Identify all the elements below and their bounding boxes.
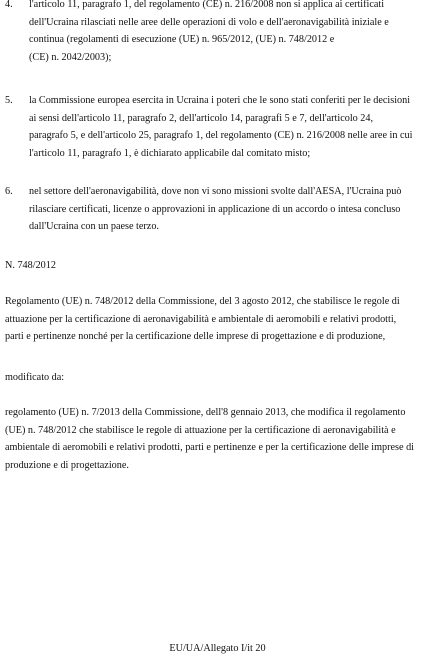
item-line: (CE) n. 2042/2003); [29, 51, 112, 63]
regulation-paragraph [5, 293, 430, 346]
list-item-6 [5, 183, 420, 236]
paragraph-line: attuazione per la certificazione di aeronavigabilità e ambientale di aeromobili e relativi prodotti, [5, 313, 397, 325]
paragraph-line: ambientale di aeromobili e relativi prodotti, parti e pertinenze e per la certificazione delle imprese di [5, 442, 415, 453]
list-item-4 [5, 0, 420, 66]
item-text [29, 0, 420, 66]
heading-text: N. 748/2012 [5, 260, 56, 271]
item-line: nel settore dell'aeronavigabilità, dove non vi sono missioni svolte dall'AESA, l'Ucraina può [29, 186, 402, 197]
list-item-5 [5, 92, 420, 162]
item-line: paragrafo 5, e dell'articolo 25, paragrafo 1, del regolamento (CE) n. 216/2008 nelle aree in cui [29, 130, 413, 141]
page-footer: EU/UA/Allegato I/it 20 [169, 643, 266, 654]
item-line: dell'Ucraina rilasciati nelle aree delle operazioni di volo e dell'aeronavigabilità iniziale e [29, 16, 389, 28]
paragraph-line: (UE) n. 748/2012 che stabilisce le regole di attuazione per la certificazione di aeronavigabilità e [5, 424, 396, 436]
paragraph-line: regolamento (UE) n. 7/2013 della Commissione, dell'8 gennaio 2013, che modifica il regolamento [5, 407, 406, 418]
item-number: 5. [5, 95, 13, 106]
item-text [29, 183, 420, 236]
item-line: rilasciare certificati, licenze o approvazioni in applicazione di un accordo o intesa concluso [29, 203, 401, 215]
item-number: 6. [5, 186, 13, 197]
item-line: dall'Ucraina con un paese terzo. [29, 221, 159, 232]
modified-label-text: modificato da: [5, 372, 65, 383]
item-line: l'articolo 11, paragrafo 1, del regolamento (CE) n. 216/2008 non si applica ai certificati [29, 0, 385, 10]
regulation-heading [5, 257, 430, 275]
item-line: continua (regolamenti di esecuzione (UE) n. 965/2012, (UE) n. 748/2012 e [29, 34, 335, 45]
item-line: ai sensi dell'articolo 11, paragrafo 2, dell'articolo 14, paragrafi 5 e 7, dell'articolo 24, [29, 112, 374, 124]
paragraph-line: Regolamento (UE) n. 748/2012 della Commissione, del 3 agosto 2012, che stabilisce le regole di [5, 296, 400, 307]
modified-label [5, 369, 430, 387]
item-line: la Commissione europea esercita in Ucraina i poteri che le sono stati conferiti per le decisioni [29, 95, 411, 106]
paragraph-line: parti e pertinenze nonché per la certificazione delle imprese di progettazione e di produzione, [5, 331, 386, 342]
amendment-paragraph [5, 404, 430, 474]
item-text [29, 92, 420, 162]
item-number: 4. [5, 0, 13, 10]
paragraph-line: produzione e di progettazione. [5, 459, 129, 471]
item-line: l'articolo 11, paragrafo 1, è dichiarato applicabile dal comitato misto; [29, 147, 311, 159]
